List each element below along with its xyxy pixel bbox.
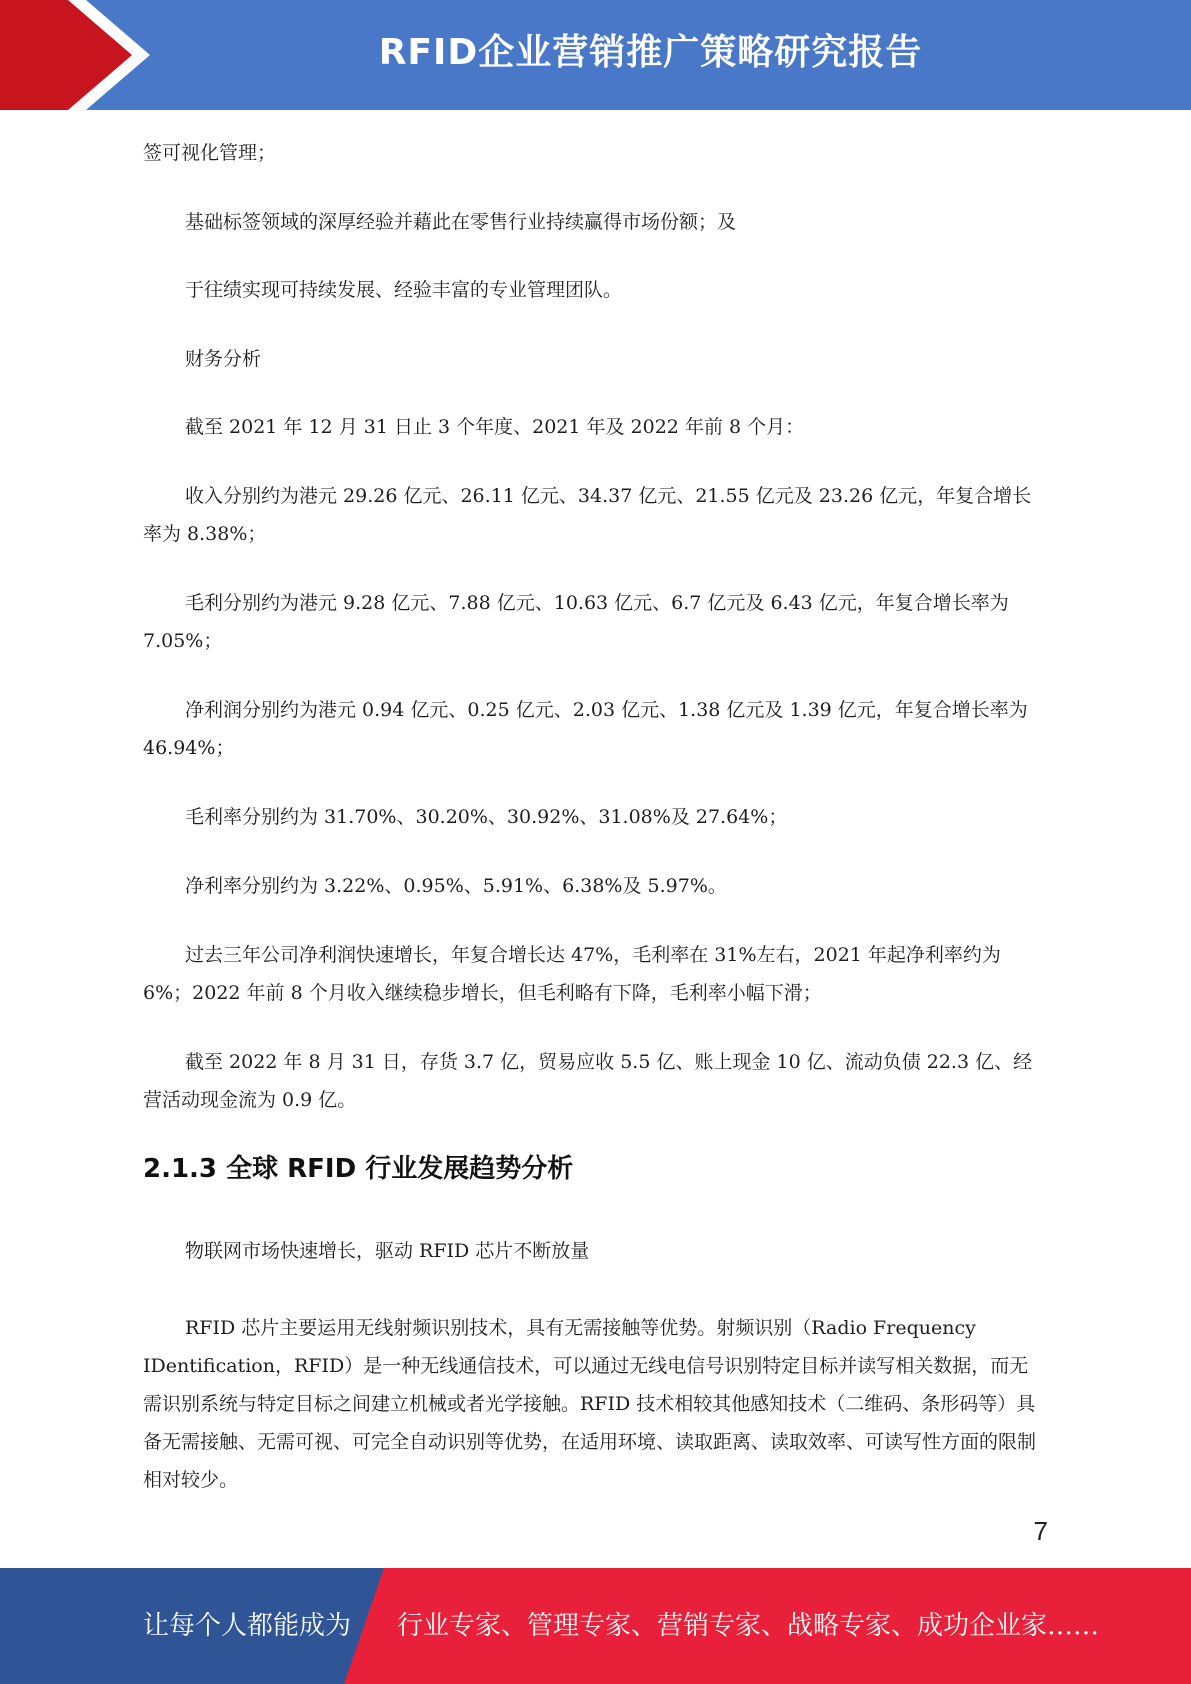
paragraph: 于往绩实现可持续发展、经验丰富的专业管理团队。 <box>185 279 623 301</box>
paragraph: 签可视化管理； <box>143 142 277 164</box>
footer-slogan-right: 行业专家、管理专家、营销专家、战略专家、成功企业家…… <box>397 1611 1100 1641</box>
section-heading: 2.1.3 全球 RFID 行业发展趋势分析 <box>143 1154 574 1184</box>
page-number: 7 <box>1033 1516 1048 1546</box>
paragraph: 收入分别约为港元 29.26 亿元、26.11 亿元、34.37 亿元、21.55 亿元及 23.26 亿元，年复合增长率为 8.38%； <box>143 485 1032 545</box>
paragraph-subtitle: 财务分析 <box>185 348 262 370</box>
paragraph: 过去三年公司净利润快速增长，年复合增长达 47%，毛利率在 31%左右，2021 年起净利率约为 6%；2022 年前 8 个月收入继续稳步增长，但毛利略有下降，毛利率小幅下滑； <box>143 944 1001 1004</box>
page-footer <box>0 1568 1191 1684</box>
paragraph: 截至 2022 年 8 月 31 日，存货 3.7 亿，贸易应收 5.5 亿、账上现金 10 亿、流动负债 22.3 亿、经营活动现金流为 0.9 亿。 <box>143 1051 1033 1111</box>
paragraph: 净利润分别约为港元 0.94 亿元、0.25 亿元、2.03 亿元、1.38 亿元及 1.39 亿元，年复合增长率为 46.94%； <box>143 699 1028 759</box>
paragraph: 截至 2021 年 12 月 31 日止 3 个年度、2021 年及 2022 年前 8 个月： <box>185 416 805 438</box>
page-header <box>0 0 1191 110</box>
paragraph: 毛利分别约为港元 9.28 亿元、7.88 亿元、10.63 亿元、6.7 亿元及 6.43 亿元，年复合增长率为 7.05%； <box>143 592 1009 652</box>
paragraph: 净利率分别约为 3.22%、0.95%、5.91%、6.38%及 5.97%。 <box>185 875 727 897</box>
paragraph: RFID 芯片主要运用无线射频识别技术，具有无需接触等优势。射频识别（Radio Frequency IDentification，RFID）是一种无线通信技术，可以通过无线电信号识别特定目标并读写相关数据，而无需识别系统与特定目标之间建立机械或者光学接触。RFID 技术相较其他感知技术（二维码、条形码等）具备无需接触、无需可视、可完全自动识别等优势，在适用环境、读取距离、读取效率、可读写性方面的限制相对较少。 <box>143 1317 1037 1491</box>
paragraph: 基础标签领域的深厚经验并藉此在零售行业持续赢得市场份额；及 <box>185 211 737 233</box>
paragraph: 物联网市场快速增长，驱动 RFID 芯片不断放量 <box>185 1240 590 1262</box>
footer-slogan-left: 让每个人都能成为 <box>143 1611 352 1641</box>
paragraph: 毛利率分别约为 31.70%、30.20%、30.92%、31.08%及 27.64%； <box>185 806 788 828</box>
report-title: RFID企业营销推广策略研究报告 <box>378 32 923 73</box>
